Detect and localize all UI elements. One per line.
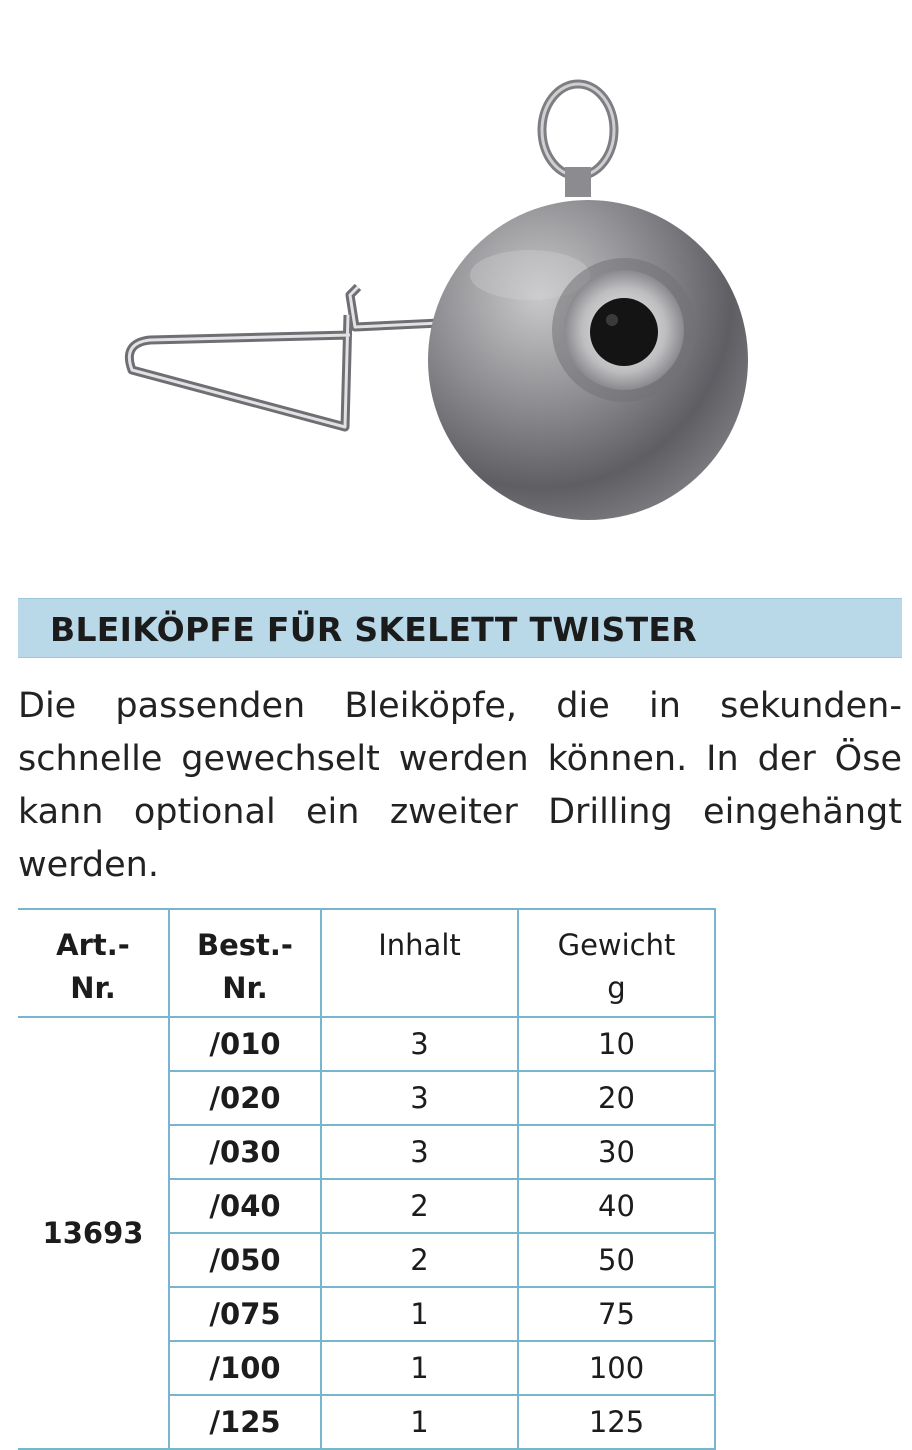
table-row — [18, 1017, 715, 1071]
best-nr-cell: /050 — [169, 1233, 321, 1287]
inhalt-cell: 3 — [321, 1071, 518, 1125]
gewicht-cell: 50 — [518, 1233, 715, 1287]
table-header-row — [18, 909, 715, 1017]
inhalt-cell: 2 — [321, 1233, 518, 1287]
header-inhalt: Inhalt — [321, 909, 518, 1017]
best-nr-cell: /125 — [169, 1395, 321, 1449]
header-art-nr: Art.- Nr. — [56, 928, 130, 1005]
gewicht-cell: 75 — [518, 1287, 715, 1341]
product-description: Die passenden Bleiköpfe, die in sekunden-schnelle gewechselt werden können. In der Öse kann optional ein zweiter Drilling eingehängt werden. — [18, 686, 902, 885]
gewicht-cell: 125 — [518, 1395, 715, 1449]
page-title: BLEIKÖPFE FÜR SKELETT TWISTER — [50, 610, 697, 649]
inhalt-cell: 1 — [321, 1287, 518, 1341]
lead-jig-head-icon — [110, 75, 770, 535]
inhalt-cell: 1 — [321, 1341, 518, 1395]
best-nr-cell: /040 — [169, 1179, 321, 1233]
inhalt-cell: 2 — [321, 1179, 518, 1233]
best-nr-cell: /020 — [169, 1071, 321, 1125]
best-nr-cell: /030 — [169, 1125, 321, 1179]
gewicht-cell: 10 — [518, 1017, 715, 1071]
best-nr-cell: /100 — [169, 1341, 321, 1395]
gewicht-cell: 40 — [518, 1179, 715, 1233]
spec-table — [18, 908, 716, 1450]
inhalt-cell: 3 — [321, 1125, 518, 1179]
art-nr-cell: 13693 — [18, 1017, 169, 1449]
best-nr-cell: /010 — [169, 1017, 321, 1071]
gewicht-cell: 20 — [518, 1071, 715, 1125]
gewicht-cell: 30 — [518, 1125, 715, 1179]
title-bar — [18, 598, 902, 658]
best-nr-cell: /075 — [169, 1287, 321, 1341]
header-gewicht: Gewicht g — [518, 909, 715, 1017]
eyelet-ring — [542, 84, 614, 197]
inhalt-cell: 3 — [321, 1017, 518, 1071]
gewicht-cell: 100 — [518, 1341, 715, 1395]
inhalt-cell: 1 — [321, 1395, 518, 1449]
eye-decal — [552, 258, 696, 402]
snap-clip — [129, 287, 440, 427]
header-best-nr: Best.- Nr. — [169, 909, 321, 1017]
